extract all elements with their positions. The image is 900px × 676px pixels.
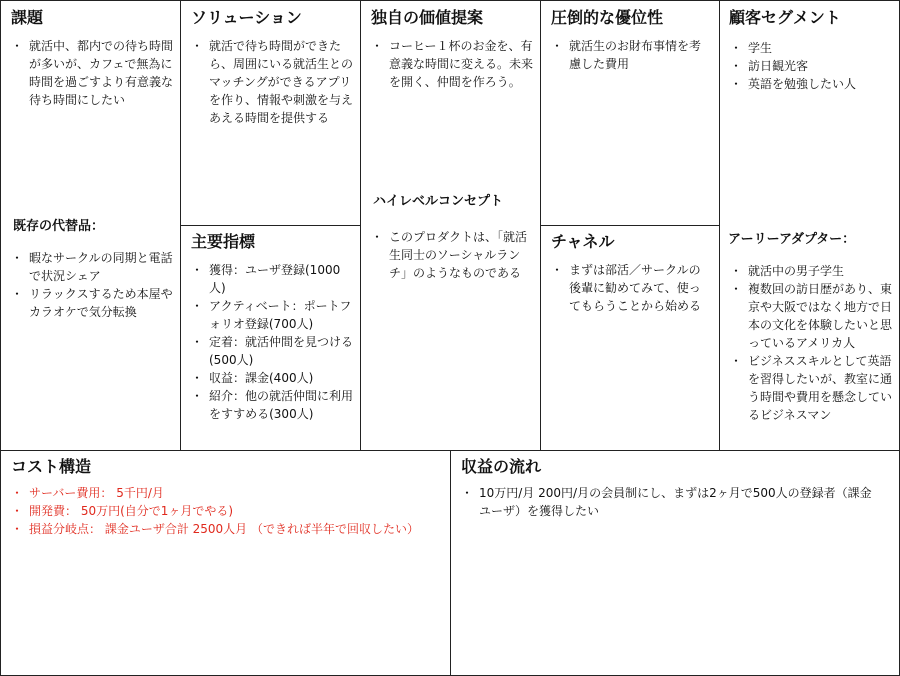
list-item: ・ 獲得：ユーザ登録(1000人): [195, 261, 355, 297]
early-adopters-title: アーリーアダプター：: [728, 232, 856, 247]
channel-title: チャネル: [551, 232, 615, 251]
list-item: ・ 訪日観光客: [734, 57, 892, 75]
metrics-box: [180, 225, 361, 451]
metrics-list: [195, 261, 355, 423]
uvp-box: [360, 0, 541, 451]
high-level-concept-title: ハイレベルコンセプト: [373, 194, 504, 209]
list-item: ・ 損益分岐点： 課金ユーザ合計 2500人月 （できれば半年で回収したい）: [15, 520, 425, 538]
list-item: ・ 暇なサークルの同期と電話で状況シェア: [15, 249, 173, 285]
advantage-list: [555, 37, 712, 73]
list-item: ・ 開発費： 50万円(自分で1ヶ月でやる): [15, 502, 425, 520]
advantage-title: 圧倒的な優位性: [551, 8, 664, 27]
cost-list: [15, 484, 425, 538]
problem-list: [15, 37, 173, 109]
metrics-title: 主要指標: [191, 232, 256, 251]
uvp-list: [375, 37, 533, 91]
list-item: ・ 就活中、都内での待ち時間が多いが、カフェで無為に時間を過ごすより有意義な待ち時間にしたい: [15, 37, 173, 109]
channel-list: [555, 261, 712, 315]
problem-title: 課題: [11, 8, 44, 27]
solution-title: ソリューション: [191, 8, 302, 27]
list-item: ・ 学生: [734, 39, 892, 57]
alternatives-title: 既存の代替品：: [13, 219, 105, 234]
channel-box: [540, 225, 720, 451]
advantage-box: [540, 0, 720, 226]
list-item: ・ ビジネススキルとして英語を習得したいが、教室に通う時間や費用を懸念しているビジネスマン: [734, 352, 894, 424]
list-item: ・ 就活中の男子学生: [734, 262, 894, 280]
list-item: ・ 10万円/月 200円/月の会員制にし、まずは2ヶ月で500人の登録者（課金ユーザ）を獲得したい: [465, 484, 875, 520]
list-item: ・ 紹介：他の就活仲間に利用をすすめる(300人): [195, 387, 355, 423]
segments-title: 顧客セグメント: [729, 8, 841, 27]
solution-box: [180, 0, 361, 226]
high-level-concept-list: [375, 228, 533, 282]
alternatives-list: [15, 249, 173, 321]
list-item: ・ コーヒー１杯のお金を、有意義な時間に変える。未来を開く、仲間を作ろう。: [375, 37, 533, 91]
list-item: ・ 英語を勉強したい人: [734, 75, 892, 93]
list-item: ・ 就活生のお財布事情を考慮した費用: [555, 37, 712, 73]
revenue-list: [465, 484, 875, 520]
list-item: ・ まずは部活／サークルの後輩に勧めてみて、使ってもらうことから始める: [555, 261, 712, 315]
list-item: ・ 就活で待ち時間ができたら、周囲にいる就活生とのマッチングができるアプリを作り、情報や刺激を与えあえる時間を提供する: [195, 37, 353, 127]
uvp-title: 独自の価値提案: [371, 8, 484, 27]
cost-title: コスト構造: [11, 457, 92, 476]
list-item: ・ アクティベート：ポートフォリオ登録(700人): [195, 297, 355, 333]
list-item: ・ リラックスするため本屋やカラオケで気分転換: [15, 285, 173, 321]
problem-box: [0, 0, 181, 451]
early-adopters-list: [734, 262, 894, 424]
segments-box: [719, 0, 900, 451]
revenue-title: 収益の流れ: [461, 457, 542, 476]
list-item: ・ 収益：課金(400人): [195, 369, 355, 387]
cost-box: [0, 450, 451, 676]
list-item: ・ このプロダクトは、「就活生同士のソーシャルランチ」のようなものである: [375, 228, 533, 282]
list-item: ・ 定着：就活仲間を見つける(500人): [195, 333, 355, 369]
segments-list: [734, 39, 892, 93]
list-item: ・ サーバー費用： 5千円/月: [15, 484, 425, 502]
list-item: ・ 複数回の訪日歴があり、東京や大阪ではなく地方で日本の文化を体験したいと思っているアメリカ人: [734, 280, 894, 352]
solution-list: [195, 37, 353, 127]
revenue-box: [450, 450, 900, 676]
